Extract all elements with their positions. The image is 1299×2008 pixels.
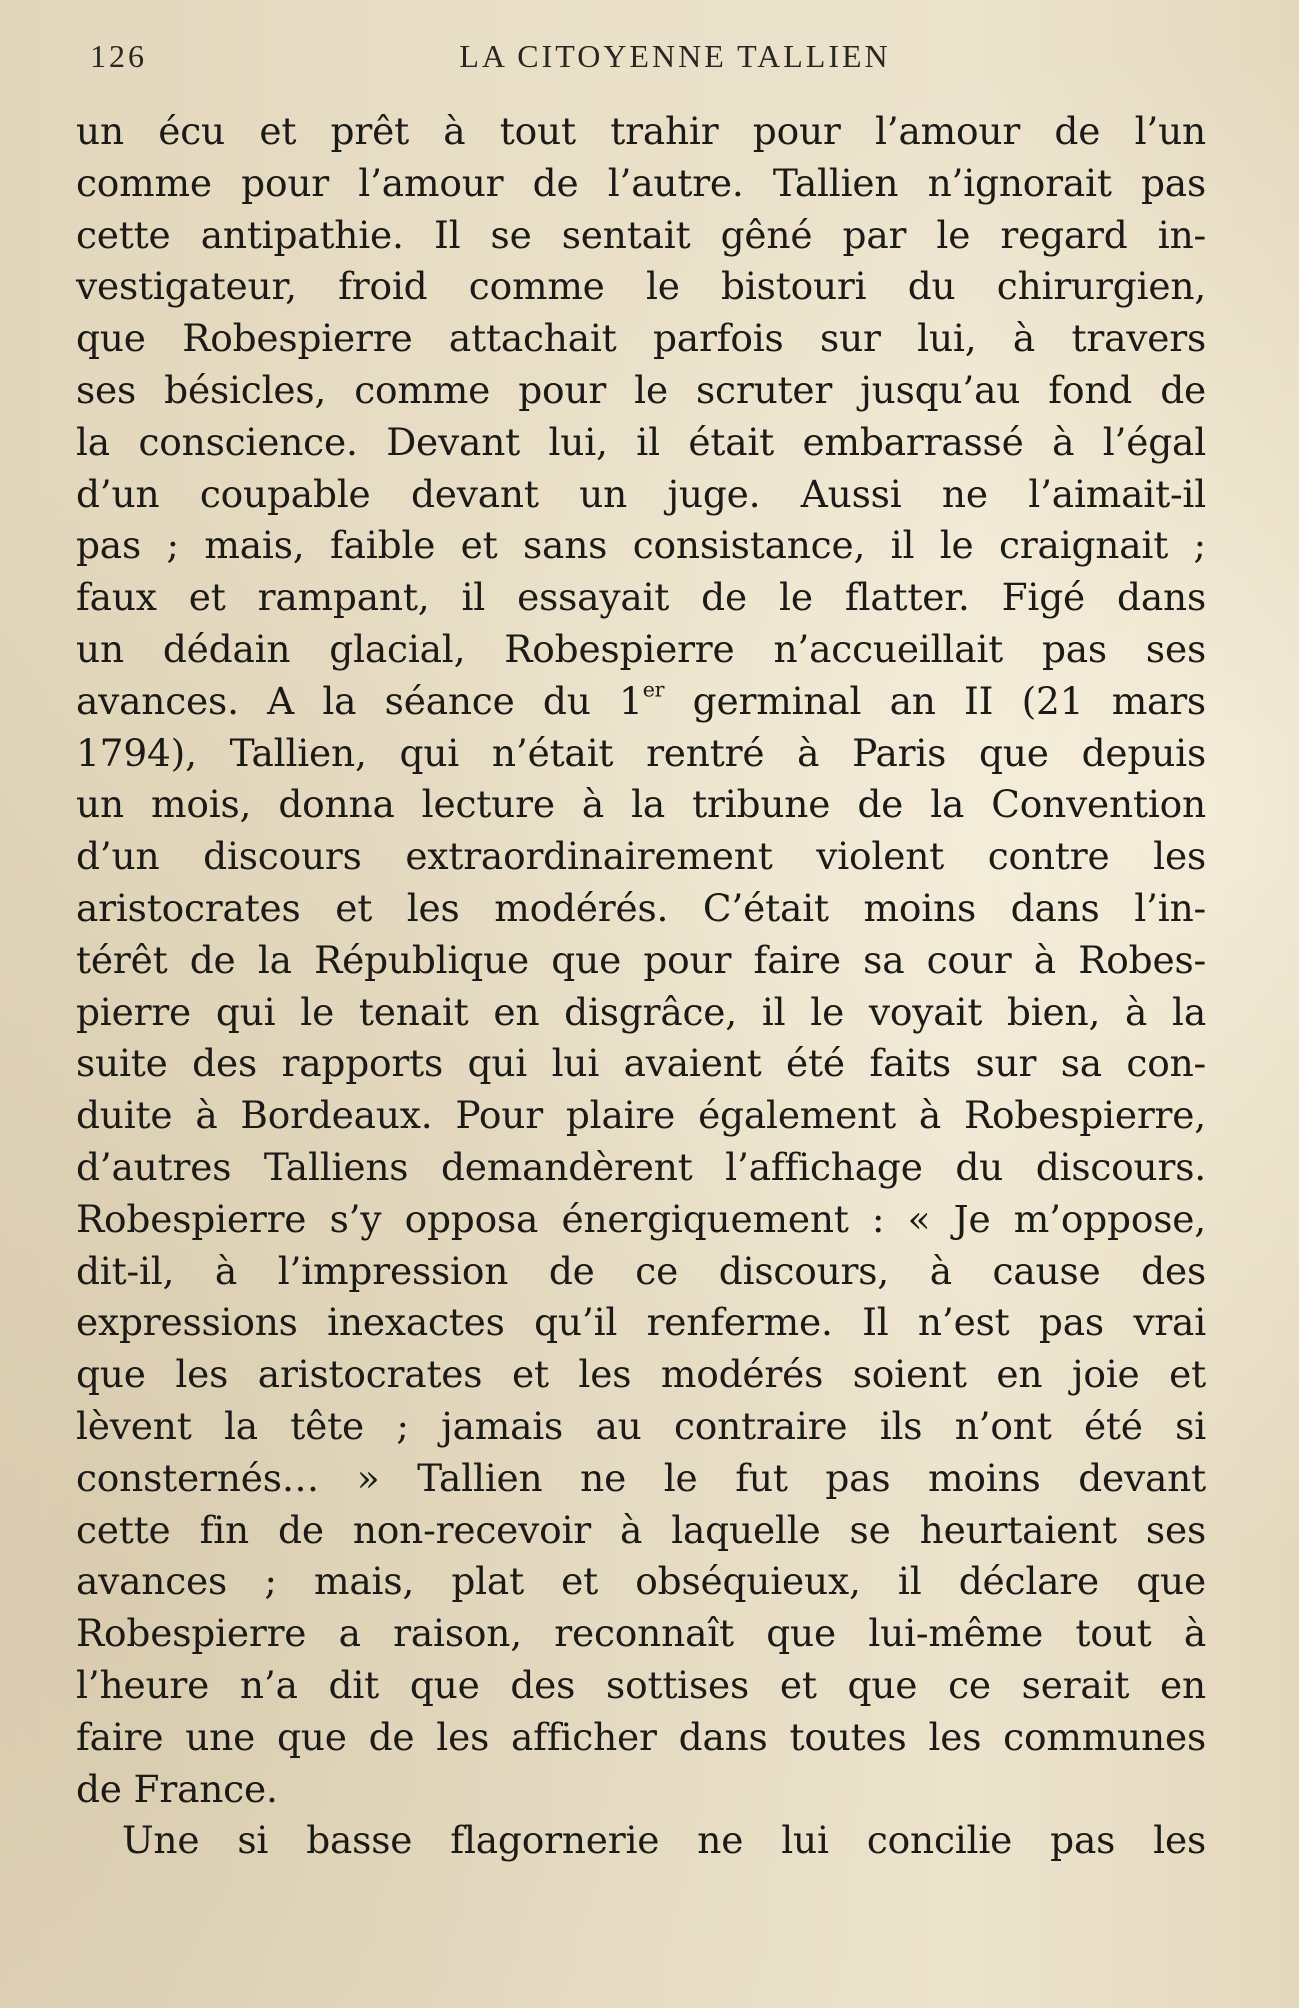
text-line: Robespierre s’y opposa énergiquement : « Je m’oppose, [76,1196,1206,1241]
text-line: dit-il, à l’impression de ce discours, à cause des [76,1248,1206,1293]
running-title: LA CITOYENNE TALLIEN [459,38,891,74]
text-line: Une si basse flagornerie ne lui concilie pas les [122,1818,1206,1863]
text-line: faux et rampant, il essayait de le flatter. Figé dans [76,575,1206,620]
text-line: 1794), Tallien, qui n’était rentré à Paris que depuis [76,730,1206,775]
text-fragment: avances. A la séance du 1 [76,678,643,723]
body-text [76,106,1206,1867]
text-line: duite à Bordeaux. Pour plaire également à Robespierre, [76,1093,1206,1138]
text-line: ses bésicles, comme pour le scruter jusqu’au fond de [76,367,1206,412]
text-line: comme pour l’amour de l’autre. Tallien n’ignorait pas [76,160,1206,205]
text-line: un écu et prêt à tout trahir pour l’amour de l’un [76,109,1206,153]
text-line: térêt de la République que pour faire sa cour à Robes- [76,937,1206,982]
text-line: Robespierre a raison, reconnaît que lui-même tout à [76,1611,1206,1656]
text-line: cette fin de non-recevoir à laquelle se heurtaient ses [76,1507,1206,1552]
text-line: d’un coupable devant un juge. Aussi ne l’aimait-il [76,471,1206,516]
text-line: avances ; mais, plat et obséquieux, il déclare que [76,1559,1206,1604]
text-line: d’un discours extraordinairement violent contre les [76,834,1206,879]
text-line: expressions inexactes qu’il renferme. Il n’est pas vrai [76,1300,1206,1345]
text-line: un mois, donna lecture à la tribune de la Convention [76,782,1206,827]
text-line: pas ; mais, faible et sans consistance, il le craignait ; [76,523,1206,568]
text-line: lèvent la tête ; jamais au contraire ils n’ont été si [76,1403,1206,1448]
text-line: vestigateur, froid comme le bistouri du chirurgien, [76,264,1206,309]
page-number: 126 [90,38,147,74]
text-line: un dédain glacial, Robespierre n’accueillait pas ses [76,626,1206,671]
text-line: cette antipathie. Il se sentait gêné par le regard in- [76,212,1206,257]
text-line: de France. [76,1766,278,1811]
text-line: aristocrates et les modérés. C’était moins dans l’in- [76,885,1206,930]
text-line: pierre qui le tenait en disgrâce, il le voyait bien, à la [76,989,1206,1034]
text-line: suite des rapports qui lui avaient été faits sur sa con- [76,1041,1206,1086]
text-line: la conscience. Devant lui, il était embarrassé à l’égal [76,419,1206,464]
text-fragment: germinal an II (21 mars [664,678,1206,723]
text-line: faire une que de les afficher dans toutes les communes [76,1714,1206,1759]
text-line: consternés… » Tallien ne le fut pas moins devant [76,1455,1206,1500]
text-line: que Robespierre attachait parfois sur lui, à travers [76,316,1206,361]
text-line: d’autres Talliens demandèrent l’affichage du discours. [76,1144,1206,1189]
running-head [90,38,1200,78]
text-line: l’heure n’a dit que des sottises et que ce serait en [76,1662,1206,1707]
text-line [76,676,1206,728]
ordinal-superscript: er [642,677,665,702]
text-line: que les aristocrates et les modérés soient en joie et [76,1352,1206,1397]
